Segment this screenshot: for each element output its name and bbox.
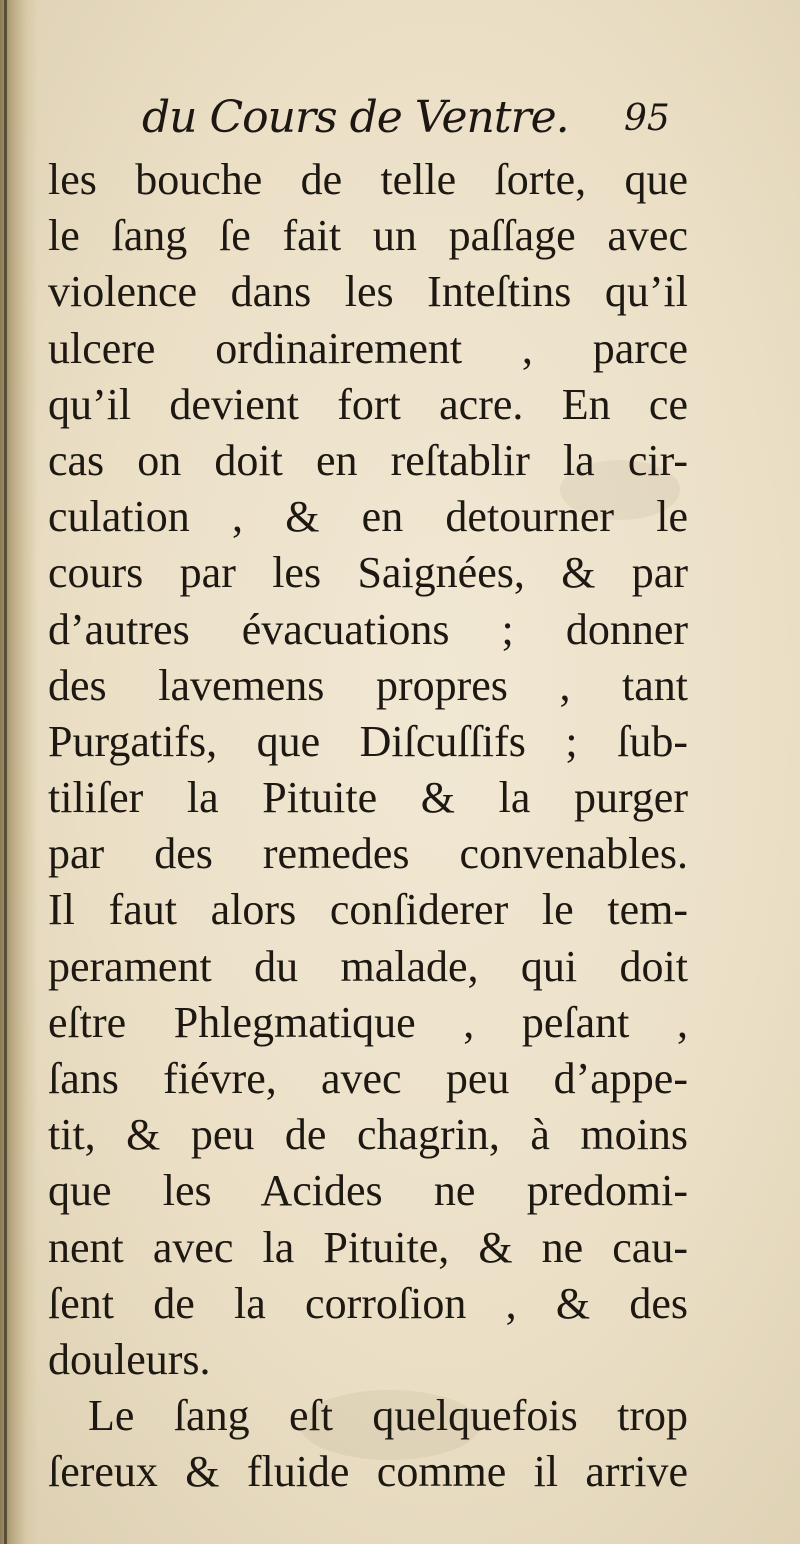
text-line: ſereux & fluide comme il arrive: [48, 1447, 688, 1497]
text-line: tit, & peu de chagrin, à moins: [48, 1110, 688, 1160]
running-title: du Cours de Ventre.: [142, 92, 569, 143]
text-line: Il faut alors conſiderer le tem-: [48, 885, 688, 935]
text-line: culation , & en detourner le: [48, 492, 688, 542]
text-line: Le ſang eſt quelquefois trop: [88, 1391, 688, 1441]
text-line: perament du malade, qui doit: [48, 941, 688, 991]
text-line: Purgatifs, que Diſcuſſifs ; ſub-: [48, 716, 688, 766]
text-line: que les Acides ne predomi-: [48, 1166, 688, 1216]
text-line: qu’il devient fort acre. En ce: [48, 379, 688, 429]
text-line: par des remedes convenables.: [48, 829, 688, 879]
text-line: les bouche de telle ſorte, que: [48, 155, 688, 204]
page-edge-line: [4, 0, 7, 1544]
text-line: ulcere ordinairement , parce: [48, 323, 688, 373]
text-line: douleurs.: [48, 1334, 211, 1384]
text-line: ſent de la corroſion , & des: [48, 1278, 688, 1328]
text-line: eſtre Phlegmatique , peſant ,: [48, 997, 688, 1047]
page-header: [0, 92, 800, 152]
text-line: nent avec la Pituite, & ne cau-: [48, 1222, 688, 1272]
text-line: cours par les Saignées, & par: [48, 548, 688, 598]
text-line: d’autres évacuations ; donner: [48, 604, 688, 654]
page-number: 95: [624, 98, 670, 139]
text-line: le ſang ſe fait un paſſage avec: [48, 211, 688, 261]
text-line: violence dans les Inteſtins qu’il: [48, 267, 688, 317]
body-text: [48, 152, 688, 1501]
text-line: des lavemens propres , tant: [48, 660, 688, 710]
text-line: tiliſer la Pituite & la purger: [48, 773, 688, 823]
text-line: ſans fiévre, avec peu d’appe-: [48, 1054, 688, 1103]
text-line: cas on doit en reſtablir la cir-: [48, 435, 688, 485]
